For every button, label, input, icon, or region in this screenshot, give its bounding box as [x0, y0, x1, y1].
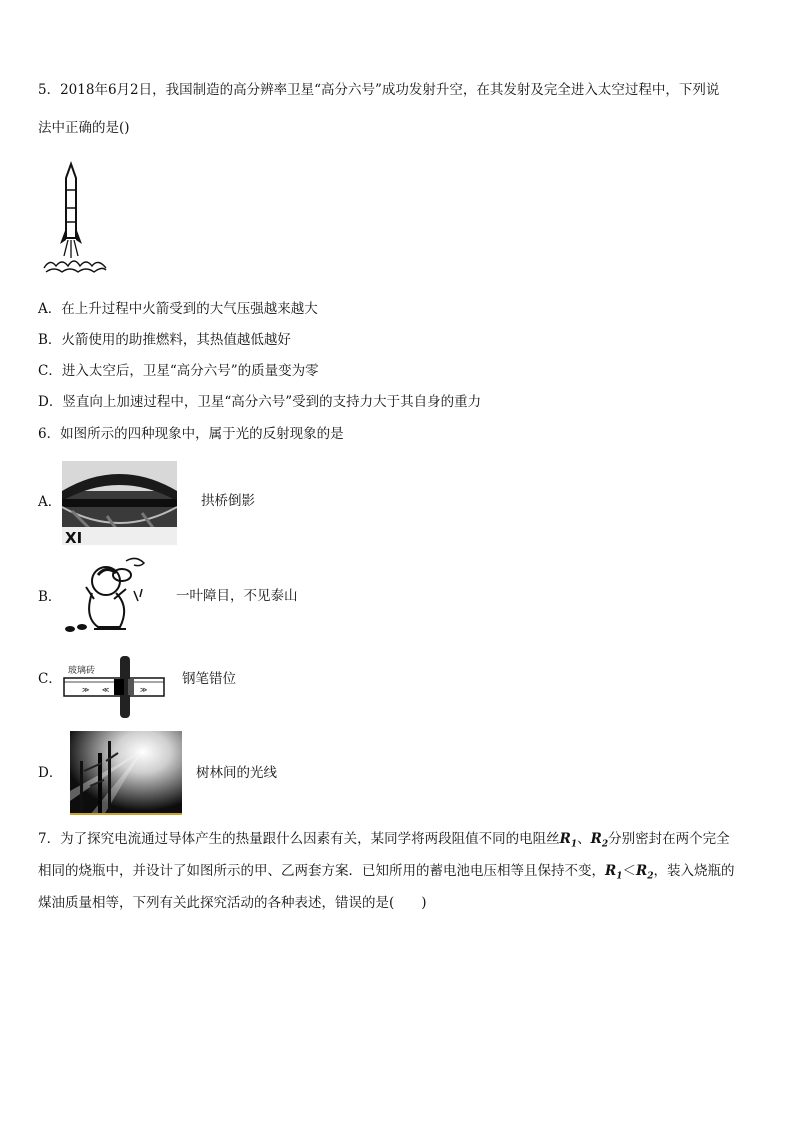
q7-stem-line3: 煤油质量相等，下列有关此探究活动的各种表述，错误的是( )	[38, 895, 427, 911]
q5-option-d: D．竖直向上加速过程中，卫星“高分六号”受到的支持力大于其自身的重力	[38, 394, 482, 410]
svg-text:≫: ≫	[140, 686, 148, 694]
q7-stem-line2-text-b: ，装入烧瓶的	[653, 863, 735, 879]
q7-var-r2: $R_2$	[590, 831, 609, 850]
q7-stem-line1-text-a: 7．为了探究电流通过导体产生的热量跟什么因素有关，某同学将两段阻值不同的电阻丝	[38, 831, 560, 847]
q7-var-r1-compare: $R_1$	[605, 863, 623, 882]
q7-stem-line2	[38, 861, 735, 887]
svg-text:≪: ≪	[102, 686, 110, 694]
q6-option-a-letter: A．	[38, 494, 62, 510]
q7-var-r1: $R_1$	[559, 831, 578, 850]
q7-stem-line1-text-b: 分别密封在两个完全	[608, 831, 730, 847]
q5-option-a: A．在上升过程中火箭受到的大气压强越来越大	[38, 301, 318, 317]
rocket-figure	[38, 160, 113, 278]
leaf-blocking-eye-drawing	[64, 557, 164, 635]
q6-option-b-caption: 一叶障目，不见泰山	[176, 588, 298, 604]
q6-option-c-caption: 钢笔错位	[182, 671, 236, 687]
q7-var-r2-compare: $R_2$	[636, 863, 654, 882]
q7-less-than: ＜	[622, 863, 636, 879]
q6-option-c-letter: C．	[38, 671, 62, 687]
glass-brick-label: 玻璃砖	[68, 666, 96, 676]
q6-option-d-letter: D．	[38, 765, 63, 781]
q7-separator: 、	[577, 831, 591, 847]
glass-brick-pen-drawing	[62, 654, 172, 720]
q6-stem: 6．如图所示的四种现象中，属于光的反射现象的是	[38, 426, 344, 442]
q7-stem-line2-text-a: 相同的烧瓶中，并设计了如图所示的甲、乙两套方案．已知所用的蓄电池电压相等且保持不变，	[38, 863, 605, 879]
q6-option-d-caption: 树林间的光线	[196, 765, 277, 781]
q5-option-c: C．进入太空后，卫星“高分六号”的质量变为零	[38, 363, 319, 379]
q7-stem-line1	[38, 829, 730, 855]
q5-stem-line2: 法中正确的是()	[38, 120, 130, 136]
q5-option-b: B．火箭使用的助推燃料，其热值越低越好	[38, 332, 291, 348]
photo-overlay-text: XI	[65, 529, 83, 545]
arch-bridge-reflection-photo	[62, 461, 177, 545]
q6-option-b-letter: B．	[38, 589, 62, 605]
forest-light-rays-photo	[70, 731, 182, 815]
svg-text:≫: ≫	[82, 686, 90, 694]
q6-option-a-caption: 拱桥倒影	[201, 493, 255, 509]
q5-stem-line1: 5．2018年6月2日，我国制造的高分辨率卫星“高分六号”成功发射升空，在其发射及完全进入太空过程中，下列说	[38, 82, 720, 98]
